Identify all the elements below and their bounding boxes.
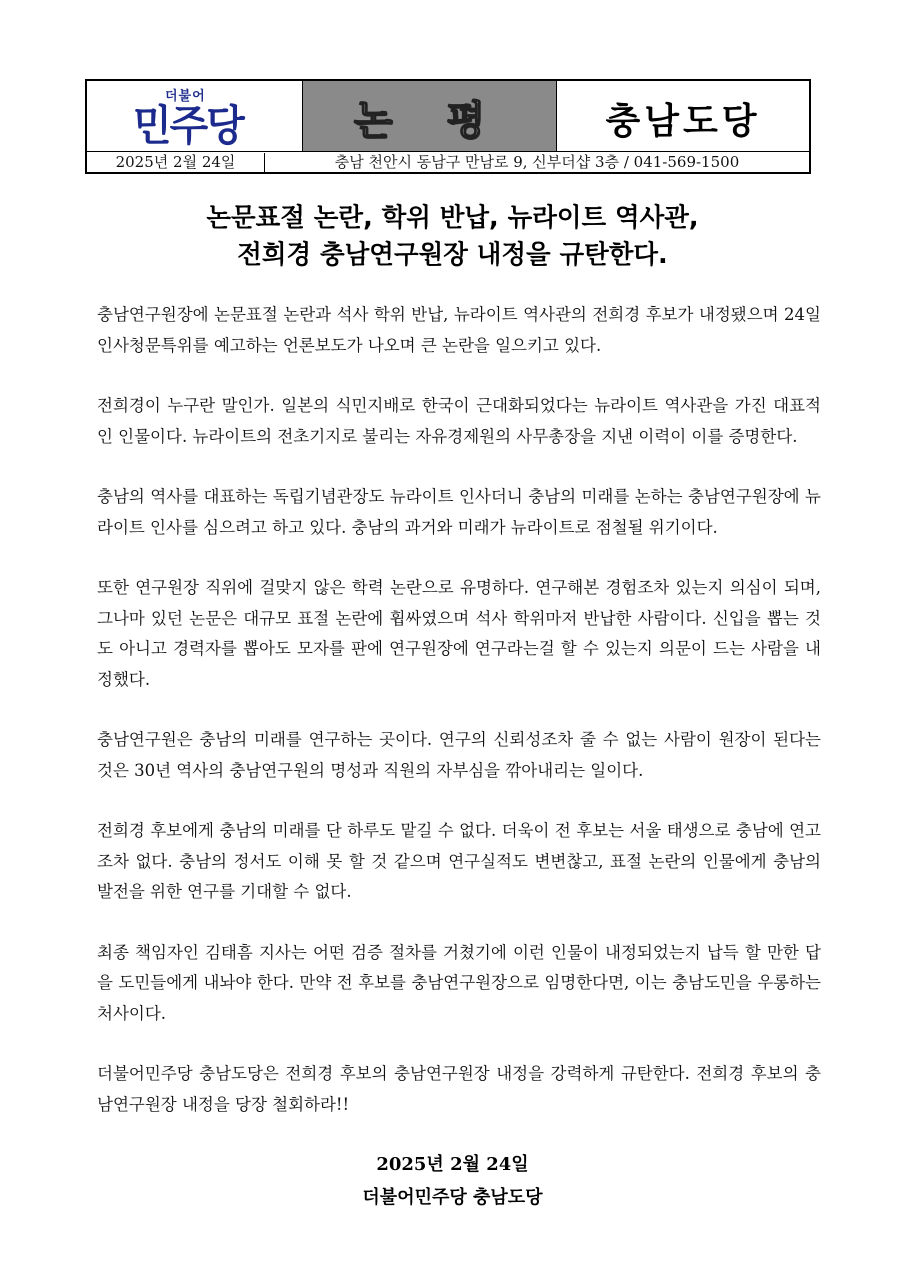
header-address: 충남 천안시 동남구 만남로 9, 신부더샵 3층 / 041-569-1500 (334, 153, 740, 171)
statement-body (85, 300, 821, 1150)
title-line-1: 논문표절 논란, 학위 반납, 뉴라이트 역사관, (206, 203, 699, 233)
statement-footer (60, 1148, 845, 1214)
branch-box (557, 81, 809, 151)
statement-title (60, 200, 845, 274)
paragraph: 전희경이 누구란 말인가. 일본의 식민지배로 한국이 근대화되었다는 뉴라이트 역사관을 가진 대표적인 인물이다. 뉴라이트의 전초기지로 불리는 자유경제원의 사무총장을 지낸 이력이 이를 증명한다. (97, 396, 821, 446)
document-type: 논 평 (353, 98, 506, 144)
letterhead (85, 79, 811, 174)
footer-date: 2025년 2월 24일 (376, 1154, 529, 1175)
party-logo (87, 81, 303, 151)
paragraph: 충남연구원은 충남의 미래를 연구하는 곳이다. 연구의 신뢰성조차 줄 수 없는 사람이 원장이 된다는 것은 30년 역사의 충남연구원의 명성과 직원의 자부심을 깎아내리는 일이다. (97, 730, 821, 780)
title-line-2: 전희경 충남연구원장 내정을 규탄한다. (237, 240, 668, 270)
paragraph: 최종 책임자인 김태흠 지사는 어떤 검증 절차를 거쳤기에 이런 인물이 내정되었는지 납득 할 만한 답을 도민들에게 내놔야 한다. 만약 전 후보를 충남연구원장으로 임명한다면, 이는 충남도민을 우롱하는 처사이다. (97, 942, 821, 1023)
letterhead-top-row (87, 81, 809, 152)
footer-signature: 더불어민주당 충남도당 (362, 1187, 543, 1208)
letterhead-info-row (87, 153, 809, 172)
paragraph: 충남연구원장에 논문표절 논란과 석사 학위 반납, 뉴라이트 역사관의 전희경 후보가 내정됐으며 24일 인사청문특위를 예고하는 언론보도가 나오며 큰 논란을 일으키고 있다. (97, 305, 821, 355)
document-type-box (303, 81, 557, 151)
paragraph: 전희경 후보에게 충남의 미래를 단 하루도 맡길 수 없다. 더욱이 전 후보는 서울 태생으로 충남에 연고조차 없다. 충남의 정서도 이해 못 할 것 같으며 연구실적도 변변찮고, 표절 논란의 인물에게 충남의 발전을 위한 연구를 기대할 수 없다. (97, 821, 821, 901)
paragraph: 또한 연구원장 직위에 걸맞지 않은 학력 논란으로 유명하다. 연구해본 경험조차 있는지 의심이 되며, 그나마 있던 논문은 대규모 표절 논란에 휩싸였으며 석사 학위마저 반납한 사람이다. 신입을 뽑는 것도 아니고 경력자를 뽑아도 모자를 판에 연구원장에 연구라는걸 할 수 있는지 의문이 드는 사람을 내정했다. (97, 578, 821, 689)
header-date: 2025년 2월 24일 (87, 153, 265, 172)
logo-small-text: 더불어 (165, 89, 206, 104)
logo-main-text: 민주당 (133, 101, 243, 150)
paragraph: 충남의 역사를 대표하는 독립기념관장도 뉴라이트 인사더니 충남의 미래를 논하는 충남연구원장에 뉴라이트 인사를 심으려고 하고 있다. 충남의 과거와 미래가 뉴라이트로 점철될 위기이다. (97, 487, 821, 537)
paragraph: 더불어민주당 충남도당은 전희경 후보의 충남연구원장 내정을 강력하게 규탄한다. 전희경 후보의 충남연구원장 내정을 당장 철회하라!! (97, 1064, 821, 1114)
branch-name: 충남도당 (605, 101, 761, 142)
